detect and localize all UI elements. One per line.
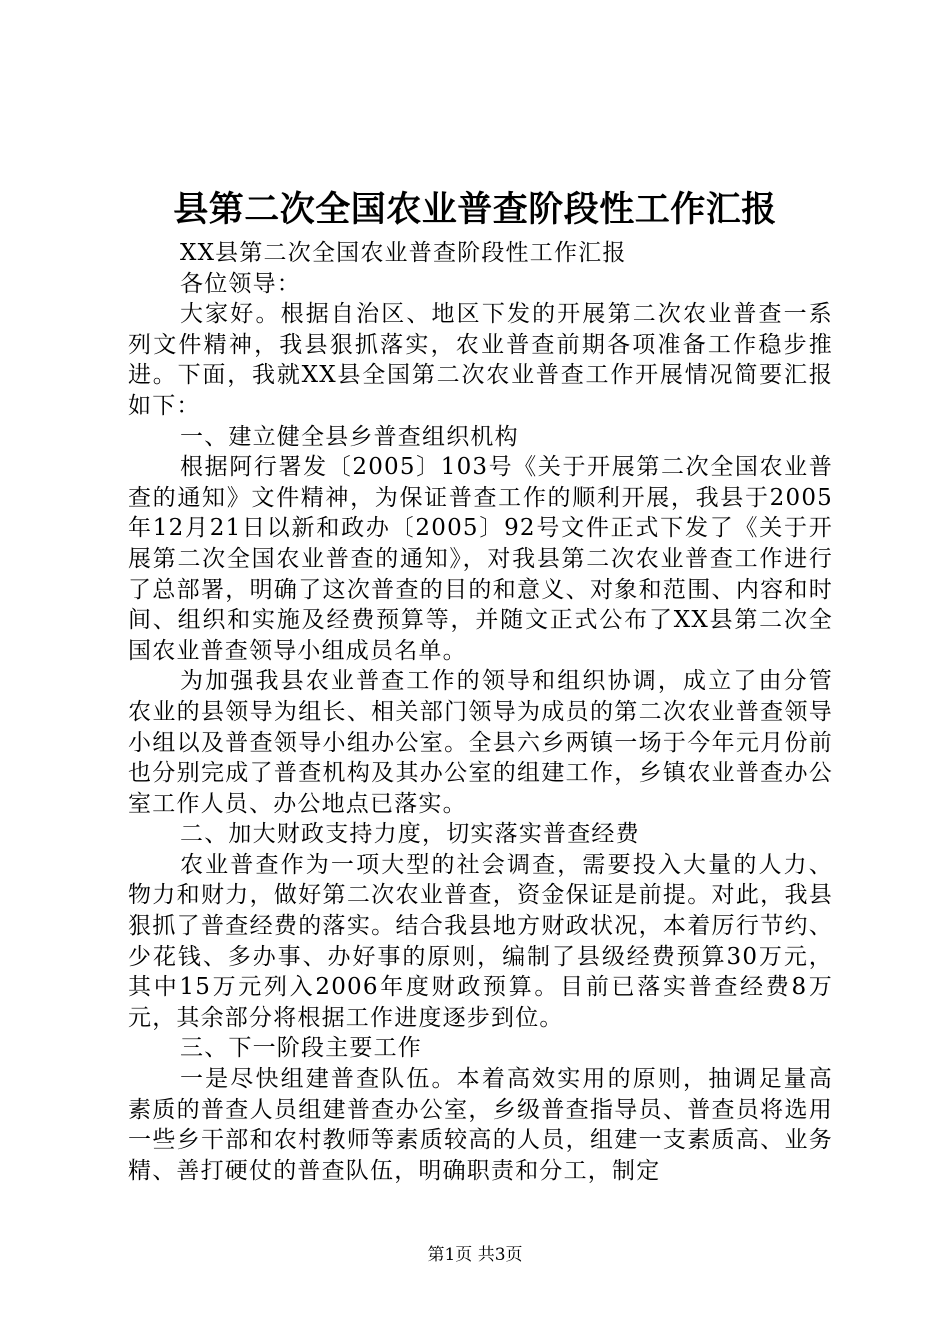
intro-paragraph: 大家好。根据自治区、地区下发的开展第二次农业普查一系列文件精神，我县狠抓落实，农业普查前期各项准备工作稳步推进。下面，我就XX县全国第二次农业普查工作开展情况简要汇报如下：	[128, 301, 833, 419]
section-heading-2: 二、加大财政支持力度，切实落实普查经费	[180, 821, 640, 848]
salutation: 各位领导：	[180, 270, 301, 297]
page-number: 第1页 共3页	[427, 1245, 523, 1265]
document-body	[128, 238, 833, 1186]
section-heading-1: 一、建立健全县乡普查组织机构	[180, 423, 519, 450]
body-paragraph: 根据阿行署发〔2005〕103号《关于开展第二次全国农业普查的通知》文件精神，为保证普查工作的顺利开展，我县于2005年12月21日以新和政办〔2005〕92号文件正式下发了《关于开展第二次全国农业普查的通知》，对我县第二次农业普查工作进行了总部署，明确了这次普查的目的和意义、对象和范围、内容和时间、组织和实施及经费预算等，并随文正式公布了XX县第二次全国农业普查领导小组成员名单。	[128, 454, 833, 664]
section-heading-3: 三、下一阶段主要工作	[180, 1035, 422, 1062]
document-title: 县第二次全国农业普查阶段性工作汇报	[173, 189, 777, 230]
body-paragraph: 一是尽快组建普查队伍。本着高效实用的原则，抽调足量高素质的普查人员组建普查办公室，乡级普查指导员、普查员将选用一些乡干部和农村教师等素质较高的人员，组建一支素质高、业务精、善打硬仗的普查队伍，明确职责和分工，制定	[128, 1066, 833, 1184]
body-paragraph: 为加强我县农业普查工作的领导和组织协调，成立了由分管农业的县领导为组长、相关部门领导为成员的第二次农业普查领导小组以及普查领导小组办公室。全县六乡两镇一场于今年元月份前也分别完成了普查机构及其办公室的组建工作，乡镇农业普查办公室工作人员、办公地点已落实。	[128, 668, 833, 817]
body-paragraph: 农业普查作为一项大型的社会调查，需要投入大量的人力、物力和财力，做好第二次农业普查，资金保证是前提。对此，我县狠抓了普查经费的落实。结合我县地方财政状况，本着厉行节约、少花钱、多办事、办好事的原则，编制了县级经费预算30万元，其中15万元列入2006年度财政预算。目前已落实普查经费8万元，其余部分将根据工作进度逐步到位。	[128, 851, 833, 1031]
subtitle-line: XX县第二次全国农业普查阶段性工作汇报	[180, 240, 627, 266]
